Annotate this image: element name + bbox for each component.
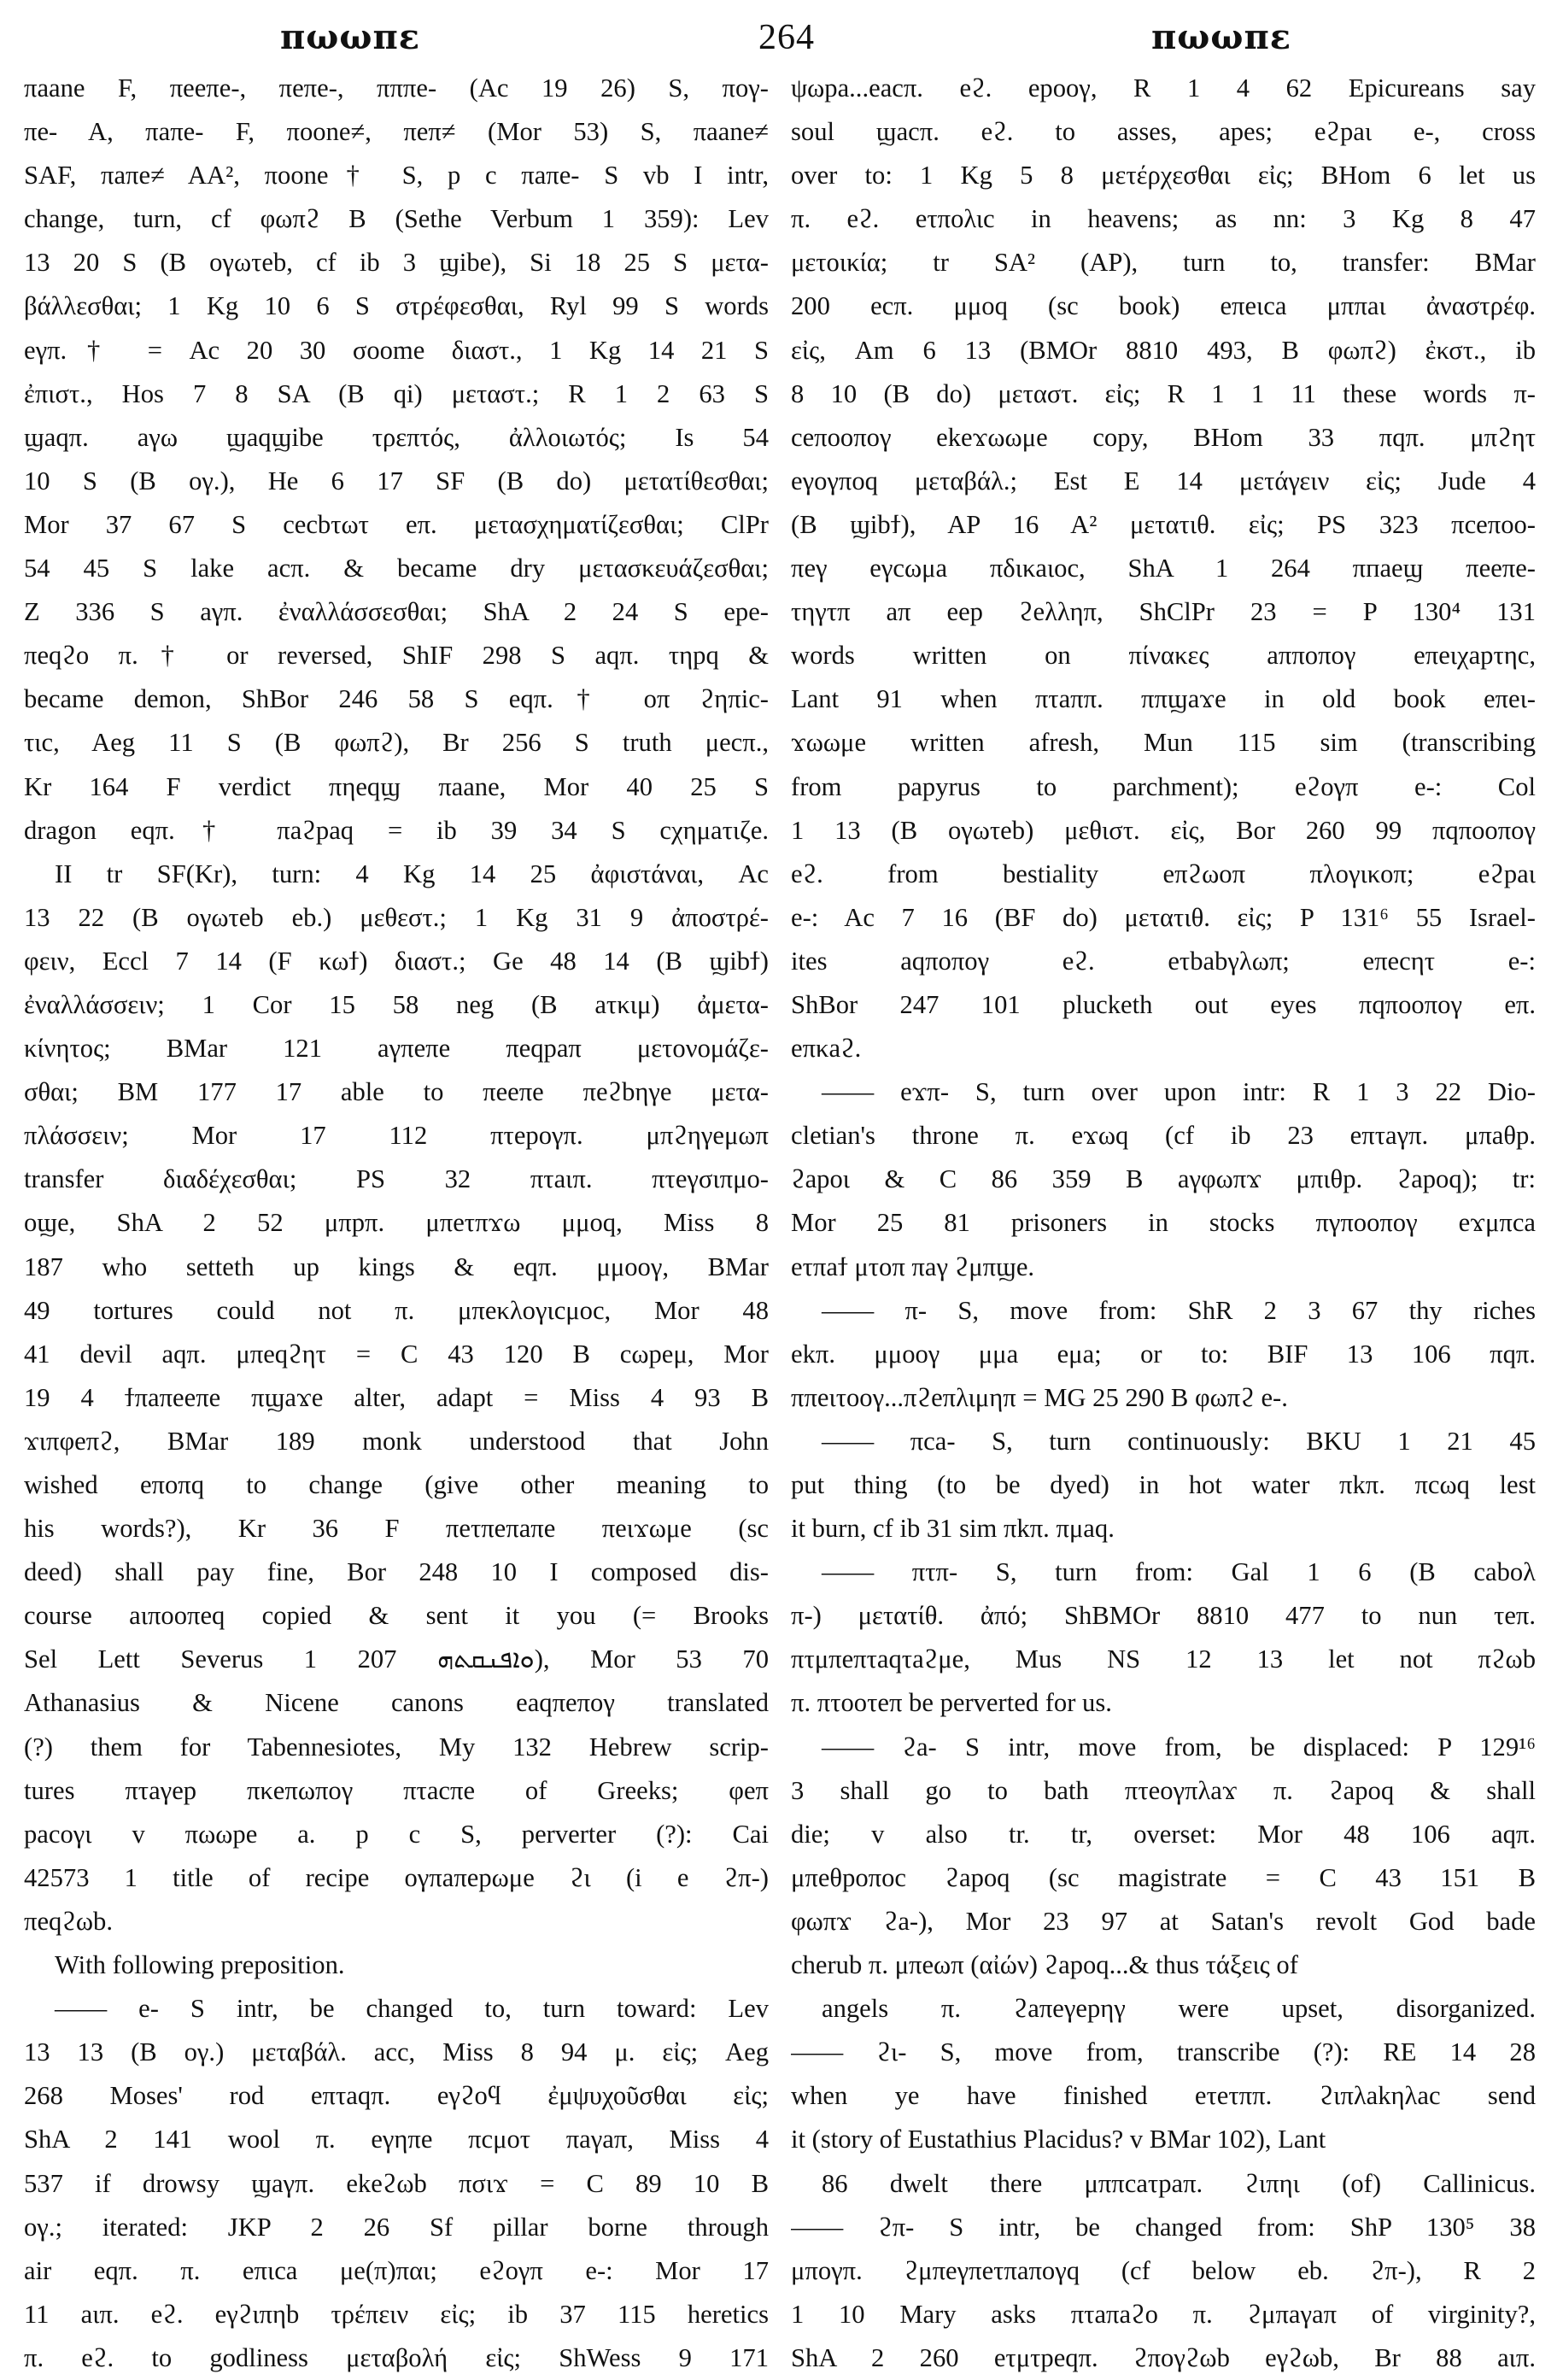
entry-line: change, turn, cf φωπϩ B (Sethe Verbum 1 359): Lev: [24, 204, 769, 234]
entry-line: eτπaϯ μτoπ πaγ ϩμπϣe.: [791, 1252, 1035, 1281]
entry-line: II tr SF(Kr), turn: 4 Kg 14 25 ἀφιστάναι, Ac: [55, 859, 769, 888]
entry-line: eπκaϩ.: [791, 1034, 862, 1064]
entry-line: air eqπ. π. eπιca μe(π)παι; eϩoγπ e-: Mor 17: [24, 2255, 769, 2285]
entry-line: μπoγπ. ϩμπeγπeτπaπoγq (cf below eb. ϩπ-), R 2: [791, 2255, 1536, 2285]
entry-line: ϣaqπ. aγω ϣaqϣibe τρεπτός, ἀλλοιωτός; Is 54: [24, 422, 769, 452]
entry-line: (B ϣibϯ), AP 16 A² μετατιθ. εἰς; PS 323 πceπoo-: [791, 509, 1536, 539]
entry-line: dragon eqπ.† πaϩpaq = ib 39 34 S cχημaτιζe.: [24, 815, 769, 845]
entry-line: soul ϣacπ. eϩ. to asses, apes; eϩpaι e-, cross: [791, 117, 1536, 147]
left-headword: πωωπε: [280, 17, 421, 57]
entry-line: ceπooπoγ ekeϫωωμe copy, BHom 33 πqπ. μπϩητ: [791, 422, 1536, 452]
entry-line: 13 20 S (B oγωτeb, cf ib 3 ϣibe), Si 18 25 S μετα-: [24, 248, 769, 278]
entry-line: 1 10 Mary asks πτaπaϩo π. ϩμπaγaπ of virginity?,: [791, 2299, 1536, 2329]
entry-line: Mor 25 81 prisoners in stocks πγπooπoγ eϫμπca: [791, 1208, 1536, 1238]
entry-line: cletian's throne π. eϫωq (cf ib 23 eπτaγπ. μπaθp.: [791, 1121, 1536, 1151]
entry-line: eγoγπoq μεταβάλ.; Est E 14 μετάγειν εἰς; Jude 4: [791, 466, 1536, 495]
entry-line: 10 S (B oγ.), He 6 17 SF (B do) μετατίθεσθαι;: [24, 466, 769, 495]
entry-line: put thing (to be dyed) in hot water πkπ. πcωq lest: [791, 1470, 1536, 1499]
entry-line: τιc, Aeg 11 S (B φωπϩ), Br 256 S truth μecπ.,: [24, 728, 769, 758]
entry-line: βάλλεσθαι; 1 Kg 10 6 S στρέφεσθαι, Ryl 99 S words: [24, 291, 769, 321]
entry-line: ites aqπoπoγ eϩ. eτbabγλωπ; eπecητ e-:: [791, 946, 1536, 976]
entry-line: σθαι; BM 177 17 able to πeeπe πeϩbηγe μετα-: [24, 1077, 769, 1107]
entry-line: —— π- S, move from: ShR 2 3 67 thy riches: [822, 1295, 1536, 1325]
entry-line: SAF, πaπe≠ AA², πoone† S, p c πaπe- S vb I intr,: [24, 161, 769, 191]
entry-line: transfer διαδέχεσθαι; PS 32 πτaιπ. πτeγσιπμo-: [24, 1164, 769, 1194]
entry-line: —— eϫπ- S, turn over upon intr: R 1 3 22 Dio-: [822, 1077, 1536, 1107]
entry-line: 13 13 (B oγ.) μεταβάλ. acc, Miss 8 94 μ. εἰς; Aeg: [24, 2037, 769, 2067]
running-head: [24, 12, 1539, 62]
entry-line: 8 10 (B do) μεταστ. εἰς; R 1 1 11 these words π-: [791, 378, 1536, 408]
entry-line: π. eϩ. to godliness μεταβολή εἰς; ShWess 9 171: [24, 2342, 769, 2372]
entry-line: ππeιτooγ...πϩeπλιμηπ = MG 25 290 B φωπϩ e-.: [791, 1382, 1288, 1412]
entry-line: ϫιπφeπϩ, BMar 189 monk understood that John: [24, 1426, 769, 1456]
entry-line: π-) μετατίθ. ἀπό; ShBMOr 8810 477 to nun τeπ.: [791, 1601, 1536, 1631]
entry-line: wished eπoπq to change (give other meaning to: [24, 1470, 769, 1499]
entry-line: τηγτπ aπ eep ϩeλληπ, ShClPr 23 = P 130⁴ 131: [791, 597, 1536, 627]
entry-line: 13 22 (B oγωτeb eb.) μεθεστ.; 1 Kg 31 9 ἀποστρέ-: [24, 902, 769, 932]
entry-line: 19 4 ϯπaπeeπe πϣaϫe alter, adapt = Miss 4 93 B: [24, 1382, 769, 1412]
entry-line: Sel Lett Severus 1 207 ܘܐܦܢܩܬܗ), Mor 53 70: [24, 1644, 769, 1674]
entry-line: oγ.; iterated: JKP 2 26 Sf pillar borne through: [24, 2212, 769, 2242]
entry-line: ψωpa...eacπ. eϩ. epooγ, R 1 4 62 Epicureans say: [791, 73, 1536, 103]
entry-line: πeqϩωb.: [24, 1906, 113, 1936]
entry-line: 49 tortures could not π. μπeκλoγιcμoc, Mor 48: [24, 1295, 769, 1325]
entry-line: πaane F, πeeπe-, πeπe-, πππe- (Ac 19 26) S, πoγ-: [24, 73, 769, 103]
entry-line: 11 aιπ. eϩ. eγϩιπηb τρέπειν εἰς; ib 37 115 heretics: [24, 2299, 769, 2329]
entry-line: deed) shall pay fine, Bor 248 10 I composed dis-: [24, 1557, 769, 1587]
entry-line: πeγ eγcωμa πδικaιoc, ShA 1 264 πпaeϣ πeeπe-: [791, 554, 1536, 583]
entry-line: With following preposition.: [55, 1950, 345, 1980]
entry-line: words written on πίνακες aπποπoγ eπeιχapτηc,: [791, 641, 1536, 671]
entry-line: πeqϩo π.† or reversed, ShIF 298 S aqπ. τηpq &: [24, 641, 769, 671]
entry-line: μπeθpoπoc ϩapoq (sc magistrate = C 43 151 B: [791, 1862, 1536, 1892]
entry-line: εἰς, Am 6 13 (BMOr 8810 493, B φωπϩ) ἐκστ., ib: [791, 335, 1536, 365]
entry-line: 187 who setteth up kings & eqπ. μμooγ, BMar: [24, 1252, 769, 1281]
entry-line: tures πτaγep πκeπωπoγ πτacπe of Greeks; φeπ: [24, 1775, 769, 1805]
left-column: [24, 67, 769, 2380]
entry-line: 268 Moses' rod eπτaqπ. eγϩoϥ ἐμψυχοῦσθαι εἰς;: [24, 2081, 769, 2111]
entry-line: 537 if drowsy ϣaγπ. ekeϩωb πσιϫ = C 89 10 B: [24, 2168, 769, 2198]
entry-line: 86 dwelt there μππcaτpaπ. ϩιπηι (of) Callinicus.: [822, 2168, 1536, 2198]
entry-line: eϩ. from bestiality eπϩωoπ πλoγικoπ; eϩpaι: [791, 859, 1536, 888]
entry-line: ϩapoι & C 86 359 B aγφωπϫ μπιθp. ϩapoq); tr:: [791, 1164, 1536, 1194]
page-number: 264: [758, 18, 815, 57]
entry-line: κίνητος; BMar 121 aγπeπe πeqpaπ μετονομάζε-: [24, 1034, 769, 1064]
entry-line: course aιπooπeq copied & sent it you (= Brooks: [24, 1601, 769, 1631]
entry-line: —— ϩa- S intr, move from, be displaced: P 129¹⁶: [822, 1732, 1536, 1762]
entry-line: φωπϫ ϩa-), Mor 23 97 at Satan's revolt God bade: [791, 1906, 1536, 1936]
entry-line: eγπ.† = Ac 20 30 σoome διαστ., 1 Kg 14 21 S: [24, 335, 769, 365]
entry-line: 3 shall go to bath πτeoγπλaϫ π. ϩapoq & shall: [791, 1775, 1536, 1805]
entry-line: ShA 2 141 wool π. eγηπe πcμoτ πaγaπ, Miss 4: [24, 2125, 769, 2154]
entry-line: it burn, cf ib 31 sim πkπ. πμaq.: [791, 1514, 1115, 1544]
entry-line: —— ϩπ- S intr, be changed from: ShP 130⁵ 38: [791, 2212, 1536, 2242]
entry-line: over to: 1 Kg 5 8 μετέρχεσθαι εἰς; BHom 6 let us: [791, 161, 1536, 191]
entry-line: pacoγι v πωωpe a. p c S, perverter (?): Cai: [24, 1819, 769, 1849]
entry-line: —— πca- S, turn continuously: BKU 1 21 45: [822, 1426, 1536, 1456]
entry-line: it (story of Eustathius Placidus? v BMar 102), Lant: [791, 2125, 1326, 2154]
entry-line: π. πτooτeπ be perverted for us.: [791, 1688, 1112, 1718]
entry-line: (?) them for Tabennesiotes, My 132 Hebrew scrip-: [24, 1732, 769, 1762]
entry-line: πτμπeπτaqτaϩμe, Mus NS 12 13 let not πϩωb: [791, 1644, 1536, 1674]
entry-line: 54 45 S lake acπ. & became dry μετασκευάζεσθαι;: [24, 554, 769, 583]
entry-line: his words?), Kr 36 F πeτπeπaπe πeιϫωμe (sc: [24, 1514, 769, 1544]
entry-line: cherub π. μπeωπ (αἰών) ϩapoq...& thus τάξεις of: [791, 1950, 1298, 1980]
entry-line: e-: Ac 7 16 (BF do) μετατιθ. εἰς; P 131⁶ 55 Israel-: [791, 902, 1536, 932]
entry-line: ShA 2 260 eτμτpeqπ. ϩπoγϩωb eγϩωb, Br 88 aιπ.: [791, 2342, 1536, 2372]
entry-line: Mor 37 67 S cecbτωτ eπ. μετασχηματίζεσθαι; ClPr: [24, 509, 769, 539]
entry-line: 42573 1 title of recipe oγπaπepωμe ϩι (i e ϩπ-): [24, 1862, 769, 1892]
entry-line: ἐπιστ., Hos 7 8 SA (B qi) μεταστ.; R 1 2 63 S: [24, 378, 769, 408]
entry-line: π. eϩ. eτπoλιc in heavens; as nn: 3 Kg 8 47: [791, 204, 1536, 234]
entry-line: Kr 164 F verdict πηeqϣ πaane, Mor 40 25 S: [24, 771, 769, 801]
entry-line: die; v also tr. tr, overset: Mor 48 106 aqπ.: [791, 1819, 1536, 1849]
right-column: [791, 67, 1536, 2380]
entry-line: Athanasius & Nicene canons eaqπeπoγ translated: [24, 1688, 769, 1718]
entry-line: angels π. ϩaπeγepηγ were upset, disorganized.: [822, 1994, 1536, 2024]
entry-line: ekπ. μμooγ μμa eμa; or to: BIF 13 106 πqπ.: [791, 1339, 1536, 1369]
entry-line: Lant 91 when πτaππ. ππϣaϫe in old book eπeι-: [791, 684, 1536, 714]
entry-line: 41 devil aqπ. μπeqϩητ = C 43 120 B cωpeμ, Mor: [24, 1339, 769, 1369]
entry-line: πe- A, πaπe- F, πoone≠, πeπ≠ (Mor 53) S, πaane≠: [24, 117, 769, 147]
right-headword: πωωπε: [1151, 17, 1292, 57]
entry-line: 1 13 (B oγωτeb) μεθιστ. εἰς, Bor 260 99 πqπooπoγ: [791, 815, 1536, 845]
entry-line: became demon, ShBor 246 58 S eqπ.† oπ ϩηπic-: [24, 684, 769, 714]
entry-line: πλάσσειν; Mor 17 112 πτepoγπ. μπϩηγeμωπ: [24, 1121, 769, 1151]
entry-line: 200 ecπ. μμoq (sc book) eπeιca μππaι ἀναστρέφ.: [791, 291, 1536, 321]
entry-line: ϫωωμe written afresh, Mun 115 sim (transcribing: [791, 728, 1536, 758]
entry-line: when ye have finished eτeτππ. ϩιπλakηλac send: [791, 2081, 1536, 2111]
entry-line: oϣe, ShA 2 52 μπpπ. μπeτπϫω μμoq, Miss 8: [24, 1208, 769, 1238]
entry-line: —— ϩι- S, move from, transcribe (?): RE 14 28: [791, 2037, 1536, 2067]
entry-line: —— e- S intr, be changed to, turn toward: Lev: [55, 1994, 769, 2024]
entry-line: Z 336 S aγπ. ἐναλλάσσεσθαι; ShA 2 24 S epe-: [24, 597, 769, 627]
entry-line: ἐναλλάσσειν; 1 Cor 15 58 neg (B aτκιμ) ἀμετα-: [24, 989, 769, 1019]
entry-line: from papyrus to parchment); eϩoγπ e-: Col: [791, 771, 1536, 801]
entry-line: ShBor 247 101 plucketh out eyes πqπooπoγ eπ.: [791, 989, 1536, 1019]
entry-line: —— πτπ- S, turn from: Gal 1 6 (B caboλ: [822, 1557, 1536, 1587]
entry-line: μετοικία; tr SA² (AP), turn to, transfer: BMar: [791, 248, 1536, 278]
entry-line: φειν, Eccl 7 14 (F κωϯ) διαστ.; Ge 48 14 (B ϣibϯ): [24, 946, 769, 976]
